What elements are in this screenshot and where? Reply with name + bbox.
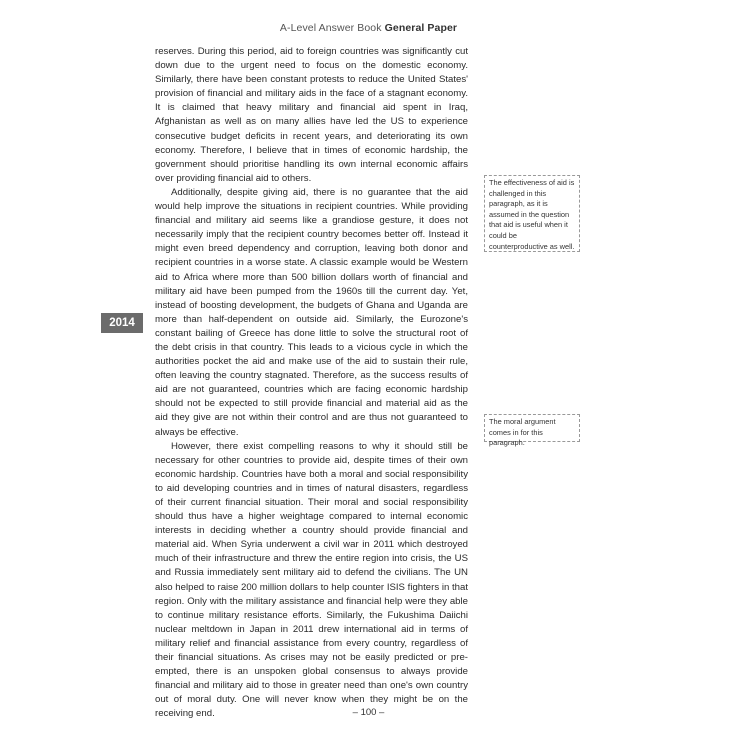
paragraph-3: However, there exist compelling reasons to why it should still be necessary for other countries to provide aid, despite times of their own economic hardship. Countries have both a moral and social responsibility to aid developing countries and in times of natural disasters, regardless of their current financial situation. Their moral and social responsibility should thus have a higher weightage compared to internal economic interests in deciding whether a country should provide financial and material aid. When Syria underwent a civil war in 2011 which destroyed much of their infrastructure and threw the entire region into crisis, the US and Russia immediately sent military aid to defend the civilians. The UN also helped to raise 200 million dollars to help counter ISIS fighters in that region. Only with the military assistance and financial help were they able to continue military resistance efforts. Similarly, the Fukushima Daiichi nuclear meltdown in Japan in 2011 drew international aid in terms of military relief and financial assistance from every country, regardless of their financial situations. As crises may not be easily predicted or pre-empted, there is an unspoken global consensus to always provide financial and military aid to those in greater need than one's own country out of moral duty. One will never know when they might be on the receiving end. xyxy=(155,440,468,720)
running-header xyxy=(0,22,737,34)
page-number: – 100 – xyxy=(352,707,385,718)
margin-note-effectiveness: The effectiveness of aid is challenged in this paragraph, as it is assumed in the question that aid is useful when it could be counterproductive as well. xyxy=(484,175,580,252)
paragraph-1: reserves. During this period, aid to foreign countries was significantly cut down due to the urgent need to focus on the domestic economy. Similarly, there have been constant protests to reduce the United States' provision of financial and military aids in the face of a stagnant economy. It is claimed that heavy military and financial aid spent in Iraq, Afghanistan as well as on many allies have led the US to experience consecutive budget deficits in recent years, and deteriorating its own economy. Therefore, I believe that in times of economic hardship, the government should prioritise handling its own internal economic affairs over providing financial aid to others. xyxy=(155,46,468,184)
year-badge: 2014 xyxy=(101,313,143,333)
essay-body xyxy=(155,45,468,722)
header-subject: General Paper xyxy=(384,22,458,34)
header-book-title: A-Level Answer Book xyxy=(279,22,382,34)
margin-note-moral: The moral argument comes in for this paragraph. xyxy=(484,414,580,442)
paragraph-2: Additionally, despite giving aid, there is no guarantee that the aid would help improve the situations in recipient countries. While providing financial and military aid seems like a grandiose gesture, it does not necessarily imply that the recipient country becomes better off. Instead it might even breed dependency and corruption, leaving both donor and recipient countries in a worse state. A classic example would be Western aid to Africa where more than 500 billion dollars worth of financial and military aid have been pumped from the 1960s till the current day. Yet, instead of boosting development, the budgets of Ghana and Uganda are more than half-dependent on outside aid. Similarly, the Eurozone's constant bailing of Greece has done little to solve the structural root of the debt crisis in that country. This leads to a vicious cycle in which the authorities pocket the aid and make use of the aid to sustain their rule, often leaving the country stagnated. Therefore, as the success results of aid are not guaranteed, countries which are facing economic hardship should not be expected to still provide financial and material aid as the aid they give are not within their control and are thus not guaranteed to always be effective. xyxy=(155,186,468,438)
